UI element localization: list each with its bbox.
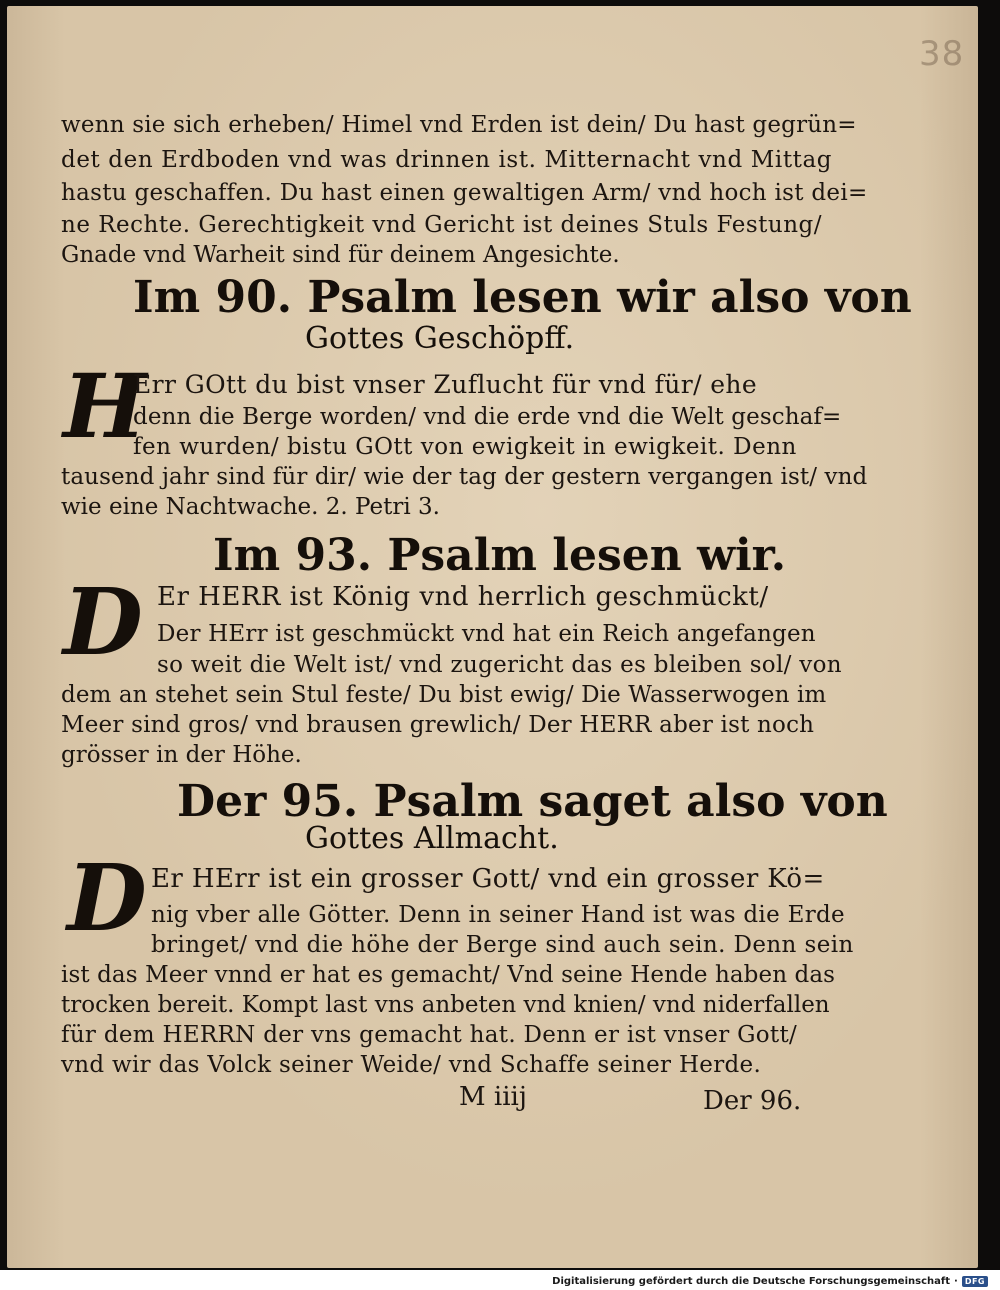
drop-cap-initial: H <box>63 354 147 458</box>
dfg-logo: DFG <box>962 1276 988 1287</box>
text-line: ne Rechte. Gerechtigkeit vnd Gericht ist deines Stuls Festung/ <box>61 212 823 238</box>
text-line: Gnade vnd Warheit sind für deinem Angesichte. <box>61 242 620 268</box>
text-line: grösser in der Höhe. <box>61 742 302 768</box>
signature-mark: M iiij <box>459 1082 527 1112</box>
text-line: für dem HERRN der vns gemacht hat. Denn er ist vnser Gott/ <box>61 1022 798 1048</box>
text-line: fen wurden/ bistu GOtt von ewigkeit in ewigkeit. Denn <box>133 434 797 460</box>
text-line: trocken bereit. Kompt last vns anbeten vnd knien/ vnd niderfallen <box>61 992 830 1018</box>
text-line: nig vber alle Götter. Denn in seiner Hand ist was die Erde <box>151 902 845 928</box>
text-line: dem an stehet sein Stul feste/ Du bist ewig/ Die Wasserwogen im <box>61 682 827 708</box>
text-line: Er HErr ist ein grosser Gott/ vnd ein grosser Kö= <box>151 864 825 894</box>
text-line: Meer sind gros/ vnd brausen grewlich/ Der HERR aber ist noch <box>61 712 815 738</box>
section-heading: Der 95. Psalm saget also von <box>177 776 888 827</box>
text-line: Der HErr ist geschmückt vnd hat ein Reich angefangen <box>157 621 816 647</box>
section-subheading: Gottes Geschöpff. <box>305 321 575 356</box>
text-line: wie eine Nachtwache. 2. Petri 3. <box>61 494 440 520</box>
text-line: denn die Berge worden/ vnd die erde vnd die Welt geschaf= <box>133 404 842 430</box>
text-line: hastu geschaffen. Du hast einen gewaltigen Arm/ vnd hoch ist dei= <box>61 180 868 206</box>
text-line: bringet/ vnd die höhe der Berge sind auch sein. Denn sein <box>151 932 854 958</box>
credit-text: Digitalisierung gefördert durch die Deutsche Forschungsgemeinschaft <box>552 1276 951 1287</box>
folio-number: 38 <box>919 34 965 74</box>
drop-cap-initial: D <box>63 568 143 676</box>
digitization-credit: Digitalisierung gefördert durch die Deutsche Forschungsgemeinschaft · DFG <box>552 1276 988 1287</box>
section-heading: Im 93. Psalm lesen wir. <box>213 530 787 581</box>
catchword: Der 96. <box>703 1086 802 1116</box>
drop-cap-initial: D <box>67 844 147 952</box>
text-line: ist das Meer vnnd er hat es gemacht/ Vnd seine Hende haben das <box>61 962 836 988</box>
text-line: Err GOtt du bist vnser Zuflucht für vnd für/ ehe <box>133 370 758 399</box>
text-line: Er HERR ist König vnd herrlich geschmückt/ <box>157 582 769 612</box>
page-text <box>7 6 978 1268</box>
text-line: vnd wir das Volck seiner Weide/ vnd Schaffe seiner Herde. <box>61 1052 762 1078</box>
text-line: tausend jahr sind für dir/ wie der tag der gestern vergangen ist/ vnd <box>61 464 868 490</box>
section-subheading: Gottes Allmacht. <box>305 821 559 856</box>
section-heading: Im 90. Psalm lesen wir also von <box>133 272 912 323</box>
page-sheet <box>7 6 978 1268</box>
text-line: wenn sie sich erheben/ Himel vnd Erden ist dein/ Du hast gegrün= <box>61 112 857 138</box>
text-line: so weit die Welt ist/ vnd zugericht das es bleiben sol/ von <box>157 652 842 678</box>
text-line: det den Erdboden vnd was drinnen ist. Mitternacht vnd Mittag <box>61 147 833 173</box>
